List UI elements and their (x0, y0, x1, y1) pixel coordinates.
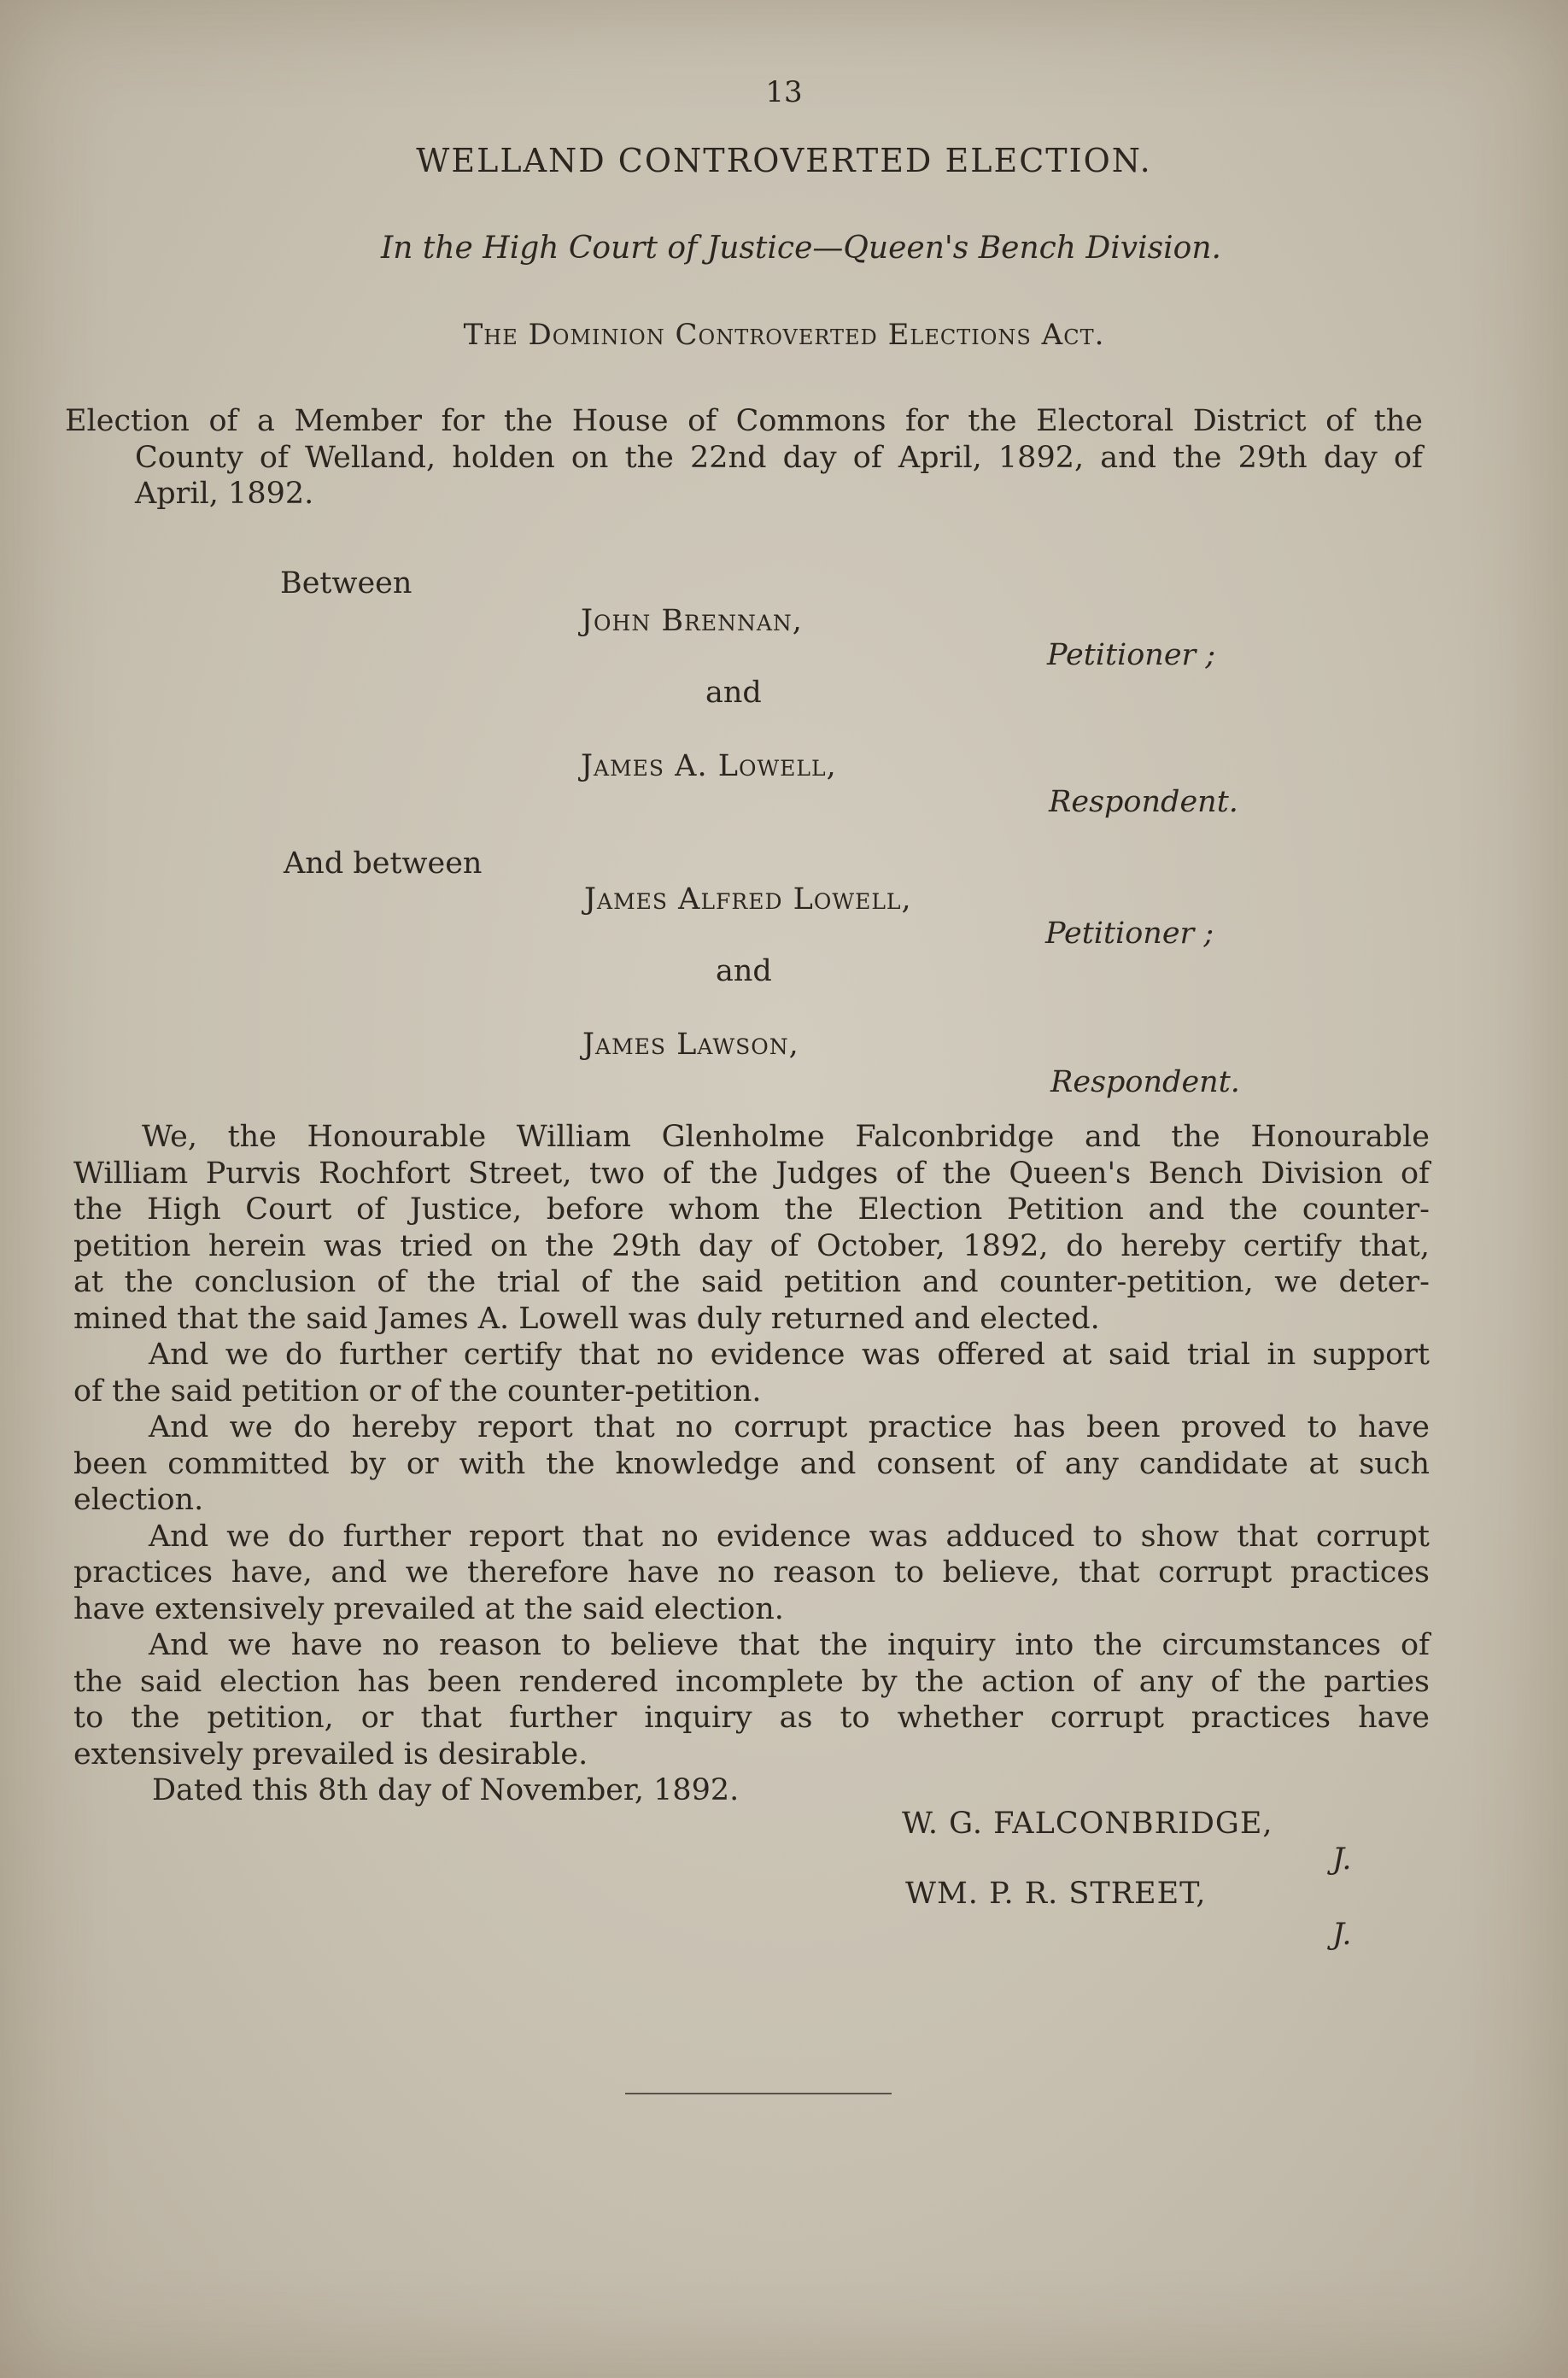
paragraph-line: And we do hereby report that no corrupt practice has been proved to have (149, 1410, 1430, 1444)
and-between-label: And between (284, 846, 483, 881)
paragraph-line: the High Court of Justice, before whom the Election Petition and the counter- (73, 1192, 1430, 1227)
paragraph-line: practices have, and we therefore have no reason to believe, that corrupt practices (73, 1555, 1430, 1590)
signature-title: J. (1332, 1918, 1352, 1952)
second-and: and (716, 954, 772, 988)
first-respondent-role: Respondent. (1049, 785, 1238, 819)
paragraph-line: mined that the said James A. Lowell was duly returned and elected. (73, 1301, 1100, 1336)
signature-name: WM. P. R. STREET, (905, 1877, 1207, 1911)
paragraph-line: been committed by or with the knowledge and consent of any candidate at such (73, 1446, 1430, 1481)
first-petitioner-name: John Brennan, (581, 604, 803, 638)
paragraph-line: And we do further report that no evidence was adduced to show that corrupt (149, 1519, 1430, 1554)
act-heading: The Dominion Controverted Elections Act. (463, 318, 1105, 352)
paragraph-line: of the said petition or of the counter-petition. (73, 1374, 762, 1409)
between-label: Between (280, 566, 412, 600)
second-petitioner-role: Petitioner ; (1045, 917, 1214, 951)
paragraph-line: election. (73, 1483, 204, 1517)
first-respondent-name: James A. Lowell, (581, 749, 837, 783)
first-and: and (705, 676, 762, 710)
second-petitioner-name: James Alfred Lowell, (584, 882, 912, 917)
second-respondent-role: Respondent. (1050, 1065, 1240, 1099)
election-line: County of Welland, holden on the 22nd day of April, 1892, and the 29th day of (135, 440, 1423, 475)
court-heading: In the High Court of Justice—Queen's Bench Division. (381, 231, 1221, 266)
paragraph-line: the said election has been rendered incomplete by the action of any of the parties (73, 1664, 1430, 1699)
election-line: Election of a Member for the House of Commons for the Electoral District of the (65, 404, 1423, 438)
paragraph-line: William Purvis Rochfort Street, two of the Judges of the Queen's Bench Division of (73, 1156, 1430, 1191)
paragraph-line: have extensively prevailed at the said election. (73, 1591, 784, 1626)
second-respondent-name: James Lawson, (582, 1028, 799, 1062)
dated-line: Dated this 8th day of November, 1892. (152, 1773, 740, 1807)
page-number: 13 (765, 75, 803, 109)
paragraph-line: extensively prevailed is desirable. (73, 1737, 588, 1772)
election-line: April, 1892. (135, 477, 314, 511)
first-petitioner-role: Petitioner ; (1047, 638, 1216, 672)
paragraph-line: at the conclusion of the trial of the said petition and counter-petition, we deter- (73, 1265, 1430, 1299)
signature-name: W. G. FALCONBRIDGE, (902, 1807, 1273, 1841)
certification-body (73, 1119, 1430, 1809)
paragraph-line: We, the Honourable William Glenholme Falconbridge and the Honourable (142, 1120, 1430, 1154)
paragraph-line: And we do further certify that no evidence was offered at said trial in support (149, 1338, 1430, 1372)
paragraph-line: to the petition, or that further inquiry as to whether corrupt practices have (73, 1701, 1430, 1735)
signature-title: J. (1332, 1842, 1352, 1877)
election-paragraph (65, 403, 1423, 512)
closing-rule (625, 2093, 892, 2094)
paragraph-line: And we have no reason to believe that the inquiry into the circumstances of (149, 1628, 1430, 1662)
paragraph-line: petition herein was tried on the 29th day of October, 1892, do hereby certify that, (73, 1228, 1430, 1263)
document-title: WELLAND CONTROVERTED ELECTION. (416, 142, 1152, 179)
